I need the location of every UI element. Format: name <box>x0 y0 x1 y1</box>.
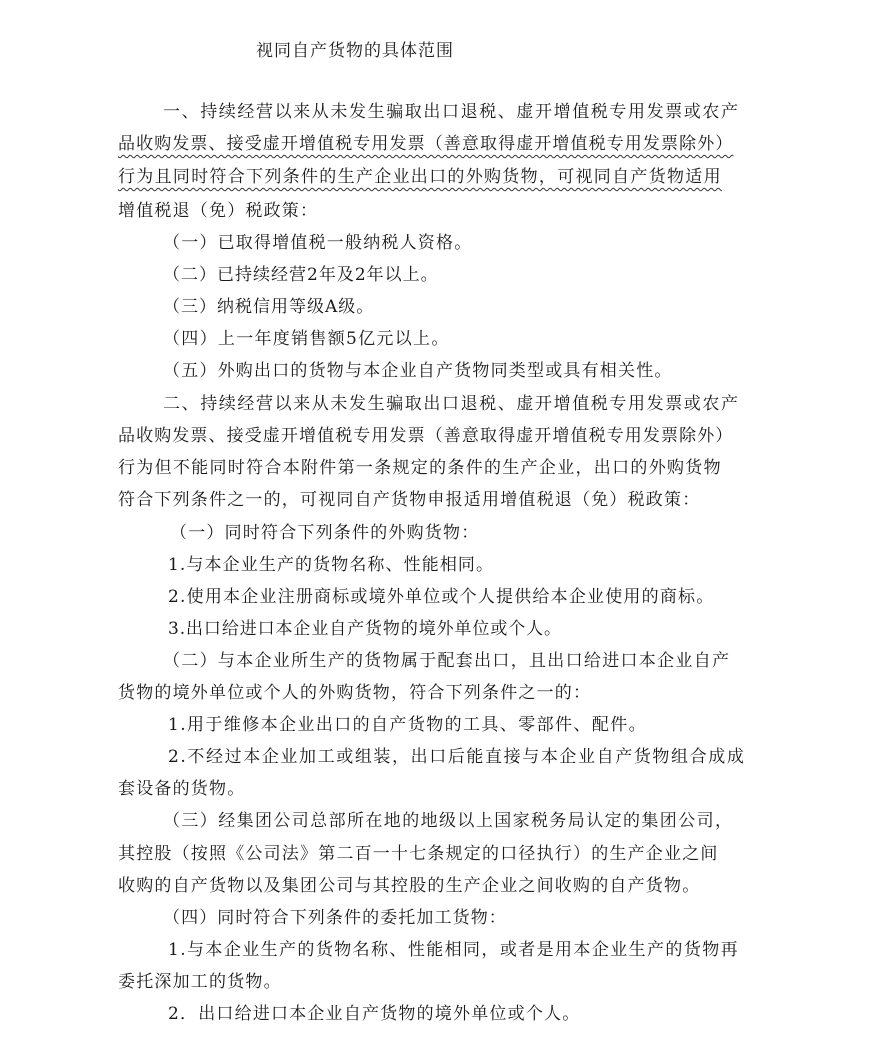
paragraph-line: 收购的自产货物以及集团公司与其控股的生产企业之间收购的自产货物。 <box>118 876 701 896</box>
list-item: （三）纳税信用等级A级。 <box>163 297 375 317</box>
list-item: （五）外购出口的货物与本企业自产货物同类型或具有相关性。 <box>163 361 673 381</box>
paragraph-line: 符合下列条件之一的，可视同自产货物申报适用增值税退（免）税政策： <box>118 490 701 510</box>
paragraph-line: 行为但不能同时符合本附件第一条规定的条件的生产企业，出口的外购货物 <box>118 458 722 478</box>
paragraph-line: 品收购发票、接受虚开增值税专用发票（善意取得虚开增值税专用发票除外） <box>118 134 734 154</box>
list-item: 2.使用本企业注册商标或境外单位或个人提供给本企业使用的商标。 <box>168 587 715 607</box>
list-item: 3.出口给进口本企业自产货物的境外单位或个人。 <box>168 619 562 639</box>
list-item: 1.用于维修本企业出口的自产货物的工具、零部件、配件。 <box>168 715 648 735</box>
paragraph-line: 其控股（按照《公司法》第二百一十七条规定的口径执行）的生产企业之间 <box>118 844 719 864</box>
list-item: （四）上一年度销售额5亿元以上。 <box>163 329 450 349</box>
paragraph-line: 二、持续经营以来从未发生骗取出口退税、虚开增值税专用发票或农产 <box>163 394 740 414</box>
list-item-continuation: 套设备的货物。 <box>118 779 246 799</box>
paragraph-line: 行为且同时符合下列条件的生产企业出口的外购货物，可视同自产货物适用 <box>118 167 722 187</box>
list-item: （一）已取得增值税一般纳税人资格。 <box>163 233 473 253</box>
paragraph-line: 货物的境外单位或个人的外购货物，符合下列条件之一的： <box>118 683 592 703</box>
list-item: （二）已持续经营2年及2年以上。 <box>163 265 439 285</box>
list-item: （一）同时符合下列条件的外购货物： <box>170 523 480 543</box>
list-item-continuation: 委托深加工的货物。 <box>118 972 282 992</box>
paragraph-line: （二）与本企业所生产的货物属于配套出口，且出口给进口本企业自产 <box>163 651 731 671</box>
paragraph-line: 增值税退（免）税政策： <box>118 201 319 221</box>
paragraph-line: （四）同时符合下列条件的委托加工货物： <box>163 908 507 928</box>
list-item: 2.不经过本企业加工或组装，出口后能直接与本企业自产货物组合成成 <box>168 747 746 767</box>
list-item: 1.与本企业生产的货物名称、性能相同。 <box>168 555 495 575</box>
paragraph-line: （三）经集团公司总部所在地的地级以上国家税务局认定的集团公司， <box>163 811 734 831</box>
list-item: 1.与本企业生产的货物名称、性能相同，或者是用本企业生产的货物再 <box>168 940 740 960</box>
list-item: 2．出口给进口本企业自产货物的境外单位或个人。 <box>168 1004 581 1024</box>
paragraph-line: 品收购发票、接受虚开增值税专用发票（善意取得虚开增值税专用发票除外） <box>118 426 734 446</box>
paragraph-line: 一、持续经营以来从未发生骗取出口退税、虚开增值税专用发票或农产 <box>163 102 740 122</box>
document-title: 视同自产货物的具体范围 <box>256 41 454 61</box>
